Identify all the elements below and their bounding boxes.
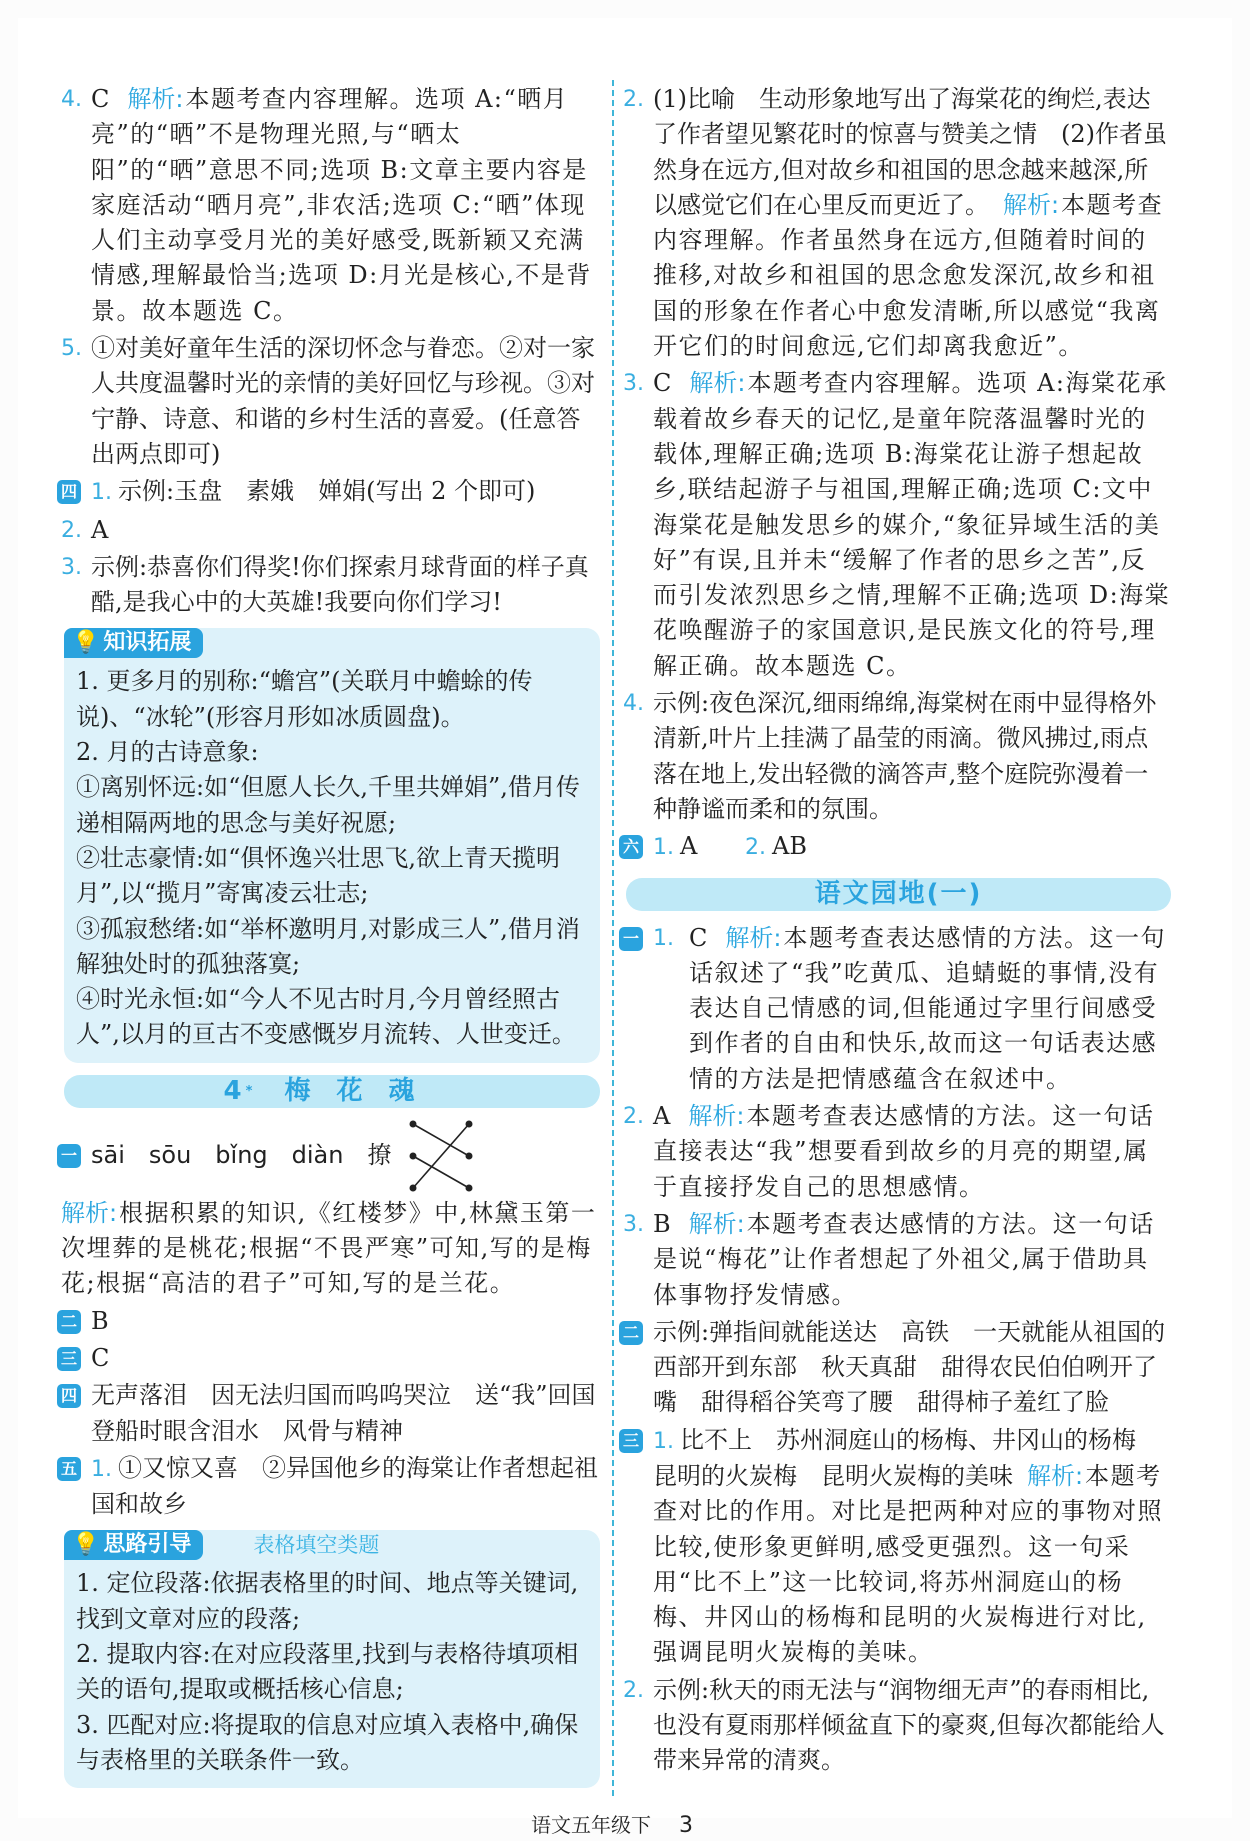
answer: A xyxy=(680,832,698,861)
analysis-label: 解析: xyxy=(689,369,746,398)
analysis-text: 本题考查表达感情的方法。这一句话是说“梅花”让作者想起了外祖父,属于借助具体事物抒发情感。 xyxy=(653,1209,1155,1309)
analysis-text: 本题考查表达感情的方法。这一句话直接表达“我”想要看到故乡的月亮的期望,属于直接抒发自己的思想感情。 xyxy=(653,1102,1155,1201)
item-number: 2. xyxy=(61,517,82,543)
item-number: 2. xyxy=(744,835,766,861)
match-dot xyxy=(410,1152,417,1159)
item-number: 1. xyxy=(91,1456,112,1482)
garden-section-3-item-2 xyxy=(623,1673,1171,1779)
section-badge: 三 xyxy=(57,1347,81,1371)
section-badge: 二 xyxy=(57,1310,81,1334)
answer-text: 示例:弹指间就能送达 高铁 一天就能从祖国的西部开到东部 秋天真甜 甜得农民伯伯咧开了嘴 甜得稻谷笑弯了腰 甜得柿子羞红了脸 xyxy=(653,1317,1166,1417)
match-dot xyxy=(410,1120,417,1127)
section-6 xyxy=(623,829,1171,865)
lesson-section-4 xyxy=(61,1378,600,1449)
answer: C xyxy=(689,923,708,952)
lesson-mark: * xyxy=(245,1083,255,1099)
analysis-label: 解析: xyxy=(127,85,184,113)
answer: B xyxy=(653,1209,671,1238)
section-4-item-2 xyxy=(61,513,600,548)
answer-text: B xyxy=(91,1306,109,1335)
section-4-item-3 xyxy=(61,550,600,621)
knowledge-line: ①离别怀远:如“但愿人长久,千里共婵娟”,借月传递相隔两地的思念与美好祝愿; xyxy=(76,773,580,837)
item-number: 2. xyxy=(623,1104,644,1130)
answer: C xyxy=(91,85,110,113)
lesson-section-3 xyxy=(61,1341,600,1376)
answer-text: 示例:玉盘 素娥 婵娟(写出 2 个即可) xyxy=(118,477,536,506)
analysis-text: 本题考查内容理解。选项 A:“晒月亮”的“晒”不是物理光照,与“晒太阳”的“晒”意思不同;选项 B:文章主要内容是家庭活动“晒月亮”,非农活;选项 C:“晒”体现人们主动享受月光的美好感受,既新颖又充满情感,理解最恰当;选项 D:月光是核心,不是背景。故本题选 C。 xyxy=(91,85,592,325)
page-number: 3 xyxy=(679,1813,693,1839)
analysis-text: 本题考查内容理解。作者虽然身在远方,但随着时间的推移,对故乡和祖国的思念愈发深沉,故乡和祖国的形象在作者心中愈发清晰,所以感觉“我离开它们的时间愈远,它们却离我愈近”。 xyxy=(653,190,1164,361)
guide-box xyxy=(64,1530,600,1788)
match-dot xyxy=(466,1184,473,1191)
analysis-label: 解析: xyxy=(688,1209,745,1238)
lesson-section-1 xyxy=(61,1118,600,1194)
match-line xyxy=(413,1124,469,1156)
lightbulb-icon: 💡 xyxy=(72,1532,100,1558)
knowledge-line: ③孤寂愁绪:如“举杯邀明月,对影成三人”,借月消解独处时的孤独落寞; xyxy=(76,914,580,978)
analysis-label: 解析: xyxy=(61,1198,118,1227)
item-number: 5. xyxy=(61,336,82,362)
garden-section-1-item-1 xyxy=(623,921,1171,1097)
lesson-number: 4 xyxy=(223,1075,244,1106)
item-number: 1. xyxy=(91,480,112,506)
answer-item-2 xyxy=(623,82,1171,364)
item-number: 1. xyxy=(653,835,674,861)
pinyin: diàn xyxy=(291,1141,344,1170)
guide-header xyxy=(64,1530,600,1562)
item-number: 3. xyxy=(623,371,644,397)
left-column xyxy=(61,80,614,1796)
pinyin: sāi xyxy=(91,1141,125,1170)
item-number: 2. xyxy=(623,87,644,112)
analysis-label: 解析: xyxy=(1027,1461,1084,1490)
analysis-label: 解析: xyxy=(1003,190,1060,219)
analysis-text: 本题考查对比的作用。对比是把两种对应的事物对照比较,使形象更鲜明,感受更强烈。这一句采用“比不上”这一比较词,将苏州洞庭山的杨梅、井冈山的杨梅和昆明的火炭梅进行对比,强调昆明火炭梅的美味。 xyxy=(653,1461,1163,1667)
answer: C xyxy=(653,369,672,398)
answer-text: 无声落泪 因无法归国而呜呜哭泣 送“我”回国登船时眼含泪水 风骨与精神 xyxy=(91,1381,596,1445)
knowledge-box xyxy=(64,628,600,1062)
guide-line: 1. 定位段落:依据表格里的时间、地点等关键词,找到文章对应的段落; xyxy=(76,1569,579,1633)
match-line xyxy=(413,1156,469,1188)
character: 撩 xyxy=(367,1141,392,1170)
item-number: 4. xyxy=(61,87,82,112)
answer-text: 比不上 苏州洞庭山的杨梅、井冈山的杨梅 昆明的火炭梅 昆明火炭梅的美味 xyxy=(653,1425,1160,1490)
lesson-title: 梅花魂 xyxy=(284,1075,441,1106)
match-dot xyxy=(466,1152,473,1159)
garden-section-3-item-1 xyxy=(623,1423,1171,1671)
garden-section-2 xyxy=(623,1315,1171,1421)
page-content xyxy=(61,80,1171,1841)
knowledge-line: ④时光永恒:如“今人不见古时月,今月曾经照古人”,以月的亘古不变感慨岁月流转、人世变迁。 xyxy=(76,985,576,1049)
guide-tab xyxy=(64,1530,203,1560)
answer: AB xyxy=(771,832,807,861)
section-4-item-1 xyxy=(61,474,600,510)
right-column xyxy=(614,80,1171,1796)
guide-lines xyxy=(64,1562,600,1778)
knowledge-tab xyxy=(64,628,203,658)
answer-item-4 xyxy=(61,82,600,329)
match-dot xyxy=(466,1120,473,1127)
section-badge: 四 xyxy=(57,1384,81,1408)
guide-line: 2. 提取内容:在对应段落里,找到与表格待填项相关的语句,提取或概括核心信息; xyxy=(76,1639,579,1704)
item-number: 3. xyxy=(623,1211,644,1237)
knowledge-title: 知识拓展 xyxy=(103,630,192,656)
answer-text: 示例:恭喜你们得奖!你们探索月球背面的样子真酷,是我心中的大英雄!我要向你们学习! xyxy=(91,552,589,617)
item-number: 1. xyxy=(653,925,674,951)
section-badge: 三 xyxy=(619,1429,643,1453)
guide-title: 思路引导 xyxy=(103,1532,192,1558)
knowledge-header xyxy=(64,628,600,660)
section-badge: 六 xyxy=(619,835,643,859)
lesson-section-1-analysis xyxy=(61,1196,600,1302)
answer-item-3 xyxy=(623,366,1171,684)
lesson-section-5 xyxy=(61,1451,600,1523)
answer-text: (1)比喻 生动形象地写出了海棠花的绚烂,表达了作者望见繁花时的惊喜与赞美之情 (2)作者虽然身在远方,但对故乡和祖国的思念越来越深,所以感觉它们在心里反而更近了。 xyxy=(653,85,1167,219)
page-footer xyxy=(61,1810,1171,1841)
match-line xyxy=(413,1124,469,1188)
section-badge: 一 xyxy=(57,1144,81,1168)
section-badge: 四 xyxy=(57,480,81,504)
answer-text: 示例:秋天的雨无法与“润物细无声”的春雨相比,也没有夏雨那样倾盆直下的豪爽,但每次都能给人带来异常的清爽。 xyxy=(653,1675,1165,1775)
analysis-text: 本题考查表达感情的方法。这一句话叙述了“我”吃黄瓜、追蜻蜓的事情,没有表达自己情感的词,但能通过字里行间感受到作者的自由和快乐,故而这一句话表达感情的方法是把情感蕴含在叙述中。 xyxy=(689,923,1166,1093)
knowledge-line: 1. 更多月的别称:“蟾宫”(关联月中蟾蜍的传说)、“冰轮”(形容月形如冰质圆盘)。 xyxy=(76,667,533,731)
answer-item-4-right xyxy=(623,686,1171,827)
analysis-text: 根据积累的知识,《红楼梦》中,林黛玉第一次埋葬的是桃花;根据“不畏严寒”可知,写的是梅花;根据“高洁的君子”可知,写的是兰花。 xyxy=(61,1198,597,1298)
section-badge: 一 xyxy=(619,927,643,951)
answer: A xyxy=(653,1102,671,1131)
item-number: 1. xyxy=(653,1428,674,1454)
item-number: 4. xyxy=(623,691,644,717)
answer-text: ①又惊又喜 ②异国他乡的海棠让作者想起祖国和故乡 xyxy=(91,1453,598,1519)
analysis-label: 解析: xyxy=(688,1102,745,1131)
guide-subtitle: 表格填空类题 xyxy=(253,1533,380,1558)
matching-lines-diagram xyxy=(407,1118,477,1194)
lightbulb-icon: 💡 xyxy=(72,630,100,656)
garden-title: 语文园地(一) xyxy=(814,878,983,909)
garden-banner xyxy=(626,878,1171,911)
item-number: 3. xyxy=(61,554,82,580)
knowledge-line: 2. 月的古诗意象: xyxy=(76,738,259,767)
pinyin-row xyxy=(91,1118,600,1194)
analysis-text: 本题考查内容理解。选项 A:海棠花承载着故乡春天的记忆,是童年院落温馨时光的载体,理解正确;选项 B:海棠花让游子想起故乡,联结起游子与祖国,理解正确;选项 C:文中海棠花是触发思乡的媒介,“象征异域生活的美好”有误,且并未“缓解了作者的思乡之苦”,反而引发浓烈思乡之情,理解不正确;选项 D:海棠花唤醒游子的家国意识,是民族文化的符号,理解正确。故本题选 C。 xyxy=(653,369,1171,680)
garden-section-1-item-2 xyxy=(623,1099,1171,1205)
answer-item-5 xyxy=(61,331,600,472)
book-title: 语文五年级下 xyxy=(531,1813,651,1838)
section-badge: 二 xyxy=(619,1321,643,1345)
lesson-banner xyxy=(64,1075,600,1108)
match-dot xyxy=(410,1184,417,1191)
garden-section-1-item-3 xyxy=(623,1207,1171,1313)
item-number: 2. xyxy=(623,1677,644,1703)
knowledge-line: ②壮志豪情:如“俱怀逸兴壮思飞,欲上青天揽明月”,以“揽月”寄寓凌云壮志; xyxy=(76,843,560,908)
answer-text: A xyxy=(91,515,109,544)
pinyin: sōu xyxy=(148,1141,192,1170)
answer-text: 示例:夜色深沉,细雨绵绵,海棠树在雨中显得格外清新,叶片上挂满了晶莹的雨滴。微风拂过,雨点落在地上,发出轻微的滴答声,整个庭院弥漫着一种静谧而柔和的氛围。 xyxy=(653,689,1157,823)
section-badge: 五 xyxy=(57,1457,81,1481)
analysis-label: 解析: xyxy=(725,923,782,952)
pinyin: bǐng xyxy=(215,1141,268,1170)
knowledge-lines xyxy=(64,660,600,1052)
guide-line: 3. 匹配对应:将提取的信息对应填入表格中,确保与表格里的关联条件一致。 xyxy=(76,1710,579,1774)
answer-text: C xyxy=(91,1343,110,1372)
lesson-section-2 xyxy=(61,1304,600,1339)
columns xyxy=(61,80,1171,1796)
answer-text: ①对美好童年生活的深切怀念与眷恋。②对一家人共度温馨时光的亲情的美好回忆与珍视。③对宁静、诗意、和谐的乡村生活的喜爱。(任意答出两点即可) xyxy=(91,334,595,468)
